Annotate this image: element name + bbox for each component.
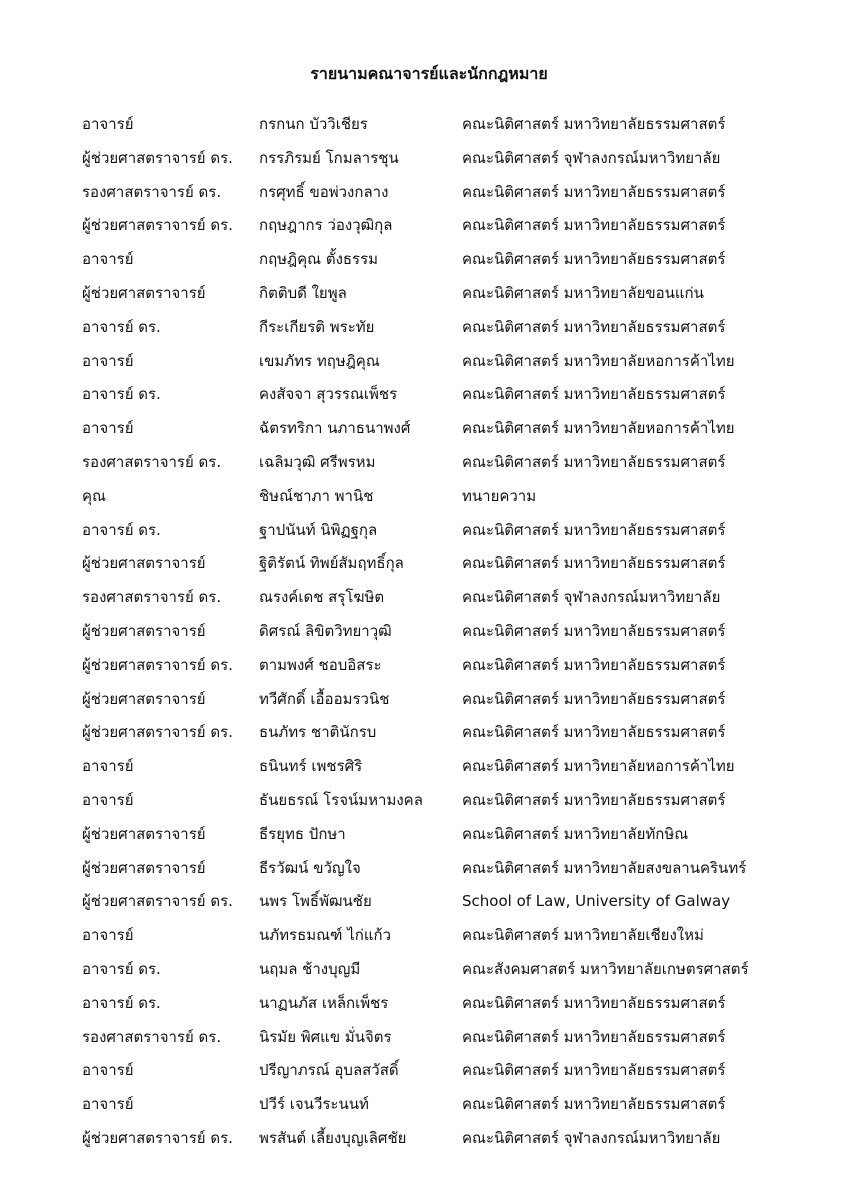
person-name: ธนภัทร ชาตินักรบ <box>259 723 377 742</box>
academic-title: อาจารย์ <box>82 1061 134 1080</box>
person-name: กรศุทธิ์ ขอพ่วงกลาง <box>259 182 389 201</box>
academic-title: อาจารย์ ดร. <box>82 520 161 539</box>
list-item <box>0 1054 858 1088</box>
affiliation: คณะนิติศาสตร์ มหาวิทยาลัยธรรมศาสตร์ <box>462 993 726 1012</box>
affiliation: คณะนิติศาสตร์ มหาวิทยาลัยธรรมศาสตร์ <box>462 554 726 573</box>
academic-title: รองศาสตราจารย์ ดร. <box>82 588 222 607</box>
list-item <box>0 615 858 649</box>
list-item <box>0 750 858 784</box>
academic-title: รองศาสตราจารย์ ดร. <box>82 1027 222 1046</box>
affiliation: คณะนิติศาสตร์ มหาวิทยาลัยธรรมศาสตร์ <box>462 723 726 742</box>
list-item <box>0 581 858 615</box>
academic-title: รองศาสตราจารย์ ดร. <box>82 182 222 201</box>
affiliation: คณะนิติศาสตร์ มหาวิทยาลัยธรรมศาสตร์ <box>462 790 726 809</box>
affiliation: คณะนิติศาสตร์ มหาวิทยาลัยเชียงใหม่ <box>462 926 704 945</box>
list-item <box>0 176 858 210</box>
person-name: ฐิติรัตน์ ทิพย์สัมฤทธิ์กุล <box>259 554 404 573</box>
list-item <box>0 1088 858 1122</box>
person-name: ธันยธรณ์ โรจน์มหามงคล <box>259 790 423 809</box>
list-item <box>0 683 858 717</box>
person-name: ปรีญาภรณ์ อุบลสวัสดิ์ <box>259 1061 399 1080</box>
academic-title: อาจารย์ ดร. <box>82 959 161 978</box>
affiliation: คณะนิติศาสตร์ จุฬาลงกรณ์มหาวิทยาลัย <box>462 588 721 607</box>
faculty-list <box>0 108 858 1156</box>
affiliation: คณะนิติศาสตร์ มหาวิทยาลัยทักษิณ <box>462 824 689 843</box>
list-item <box>0 649 858 683</box>
person-name: ณรงค์เดช สรุโฆษิต <box>259 588 385 607</box>
academic-title: ผู้ช่วยศาสตราจารย์ ดร. <box>82 216 233 235</box>
academic-title: อาจารย์ <box>82 757 134 776</box>
affiliation: School of Law, University of Galway <box>462 892 731 911</box>
list-item <box>0 547 858 581</box>
affiliation: คณะนิติศาสตร์ มหาวิทยาลัยหอการค้าไทย <box>462 419 735 438</box>
person-name: นพร โพธิ์พัฒนชัย <box>259 892 372 911</box>
academic-title: อาจารย์ <box>82 351 134 370</box>
person-name: ดิศรณ์ ลิขิตวิทยาวุฒิ <box>259 621 392 640</box>
academic-title: อาจารย์ <box>82 1095 134 1114</box>
person-name: นาฏนภัส เหล็กเพ็ชร <box>259 993 389 1012</box>
affiliation: คณะนิติศาสตร์ มหาวิทยาลัยธรรมศาสตร์ <box>462 317 726 336</box>
affiliation: คณะนิติศาสตร์ จุฬาลงกรณ์มหาวิทยาลัย <box>462 148 721 167</box>
affiliation: คณะนิติศาสตร์ มหาวิทยาลัยธรรมศาสตร์ <box>462 621 726 640</box>
person-name: กฤษฎากร ว่องวุฒิกุล <box>259 216 393 235</box>
person-name: นภัทรธมณฑ์ ไก่แก้ว <box>259 926 392 945</box>
person-name: ทวีศักดิ์ เอื้ออมรวนิช <box>259 689 390 708</box>
academic-title: คุณ <box>82 486 106 505</box>
person-name: กีระเกียรติ พระทัย <box>259 317 375 336</box>
affiliation: คณะนิติศาสตร์ มหาวิทยาลัยหอการค้าไทย <box>462 757 735 776</box>
person-name: นฤมล ช้างบุญมี <box>259 959 361 978</box>
affiliation: คณะนิติศาสตร์ จุฬาลงกรณ์มหาวิทยาลัย <box>462 1128 721 1147</box>
person-name: เฉลิมวุฒิ ศรีพรหม <box>259 452 376 471</box>
affiliation: คณะนิติศาสตร์ มหาวิทยาลัยธรรมศาสตร์ <box>462 182 726 201</box>
list-item <box>0 311 858 345</box>
academic-title: อาจารย์ ดร. <box>82 993 161 1012</box>
list-item <box>0 716 858 750</box>
person-name: กรรภิรมย์ โกมลารชุน <box>259 148 399 167</box>
affiliation: คณะนิติศาสตร์ มหาวิทยาลัยธรรมศาสตร์ <box>462 1095 726 1114</box>
academic-title: อาจารย์ <box>82 419 134 438</box>
affiliation: คณะนิติศาสตร์ มหาวิทยาลัยธรรมศาสตร์ <box>462 452 726 471</box>
affiliation: คณะนิติศาสตร์ มหาวิทยาลัยธรรมศาสตร์ <box>462 655 726 674</box>
academic-title: ผู้ช่วยศาสตราจารย์ ดร. <box>82 148 233 167</box>
list-item <box>0 480 858 514</box>
list-item <box>0 142 858 176</box>
person-name: พรสันต์ เลี้ยงบุญเลิศชัย <box>259 1128 407 1147</box>
academic-title: ผู้ช่วยศาสตราจารย์ ดร. <box>82 1128 233 1147</box>
academic-title: อาจารย์ ดร. <box>82 317 161 336</box>
person-name: เขมภัทร ทฤษฎิคุณ <box>259 351 380 370</box>
academic-title: ผู้ช่วยศาสตราจารย์ <box>82 858 206 877</box>
affiliation: ทนายความ <box>462 486 537 505</box>
list-item <box>0 277 858 311</box>
list-item <box>0 446 858 480</box>
list-item <box>0 514 858 548</box>
list-item <box>0 852 858 886</box>
affiliation: คณะนิติศาสตร์ มหาวิทยาลัยธรรมศาสตร์ <box>462 216 726 235</box>
list-item <box>0 919 858 953</box>
list-item <box>0 108 858 142</box>
affiliation: คณะนิติศาสตร์ มหาวิทยาลัยหอการค้าไทย <box>462 351 735 370</box>
academic-title: ผู้ช่วยศาสตราจารย์ <box>82 689 206 708</box>
academic-title: ผู้ช่วยศาสตราจารย์ ดร. <box>82 723 233 742</box>
person-name: ธีรยุทธ ปักษา <box>259 824 346 843</box>
list-item <box>0 345 858 379</box>
list-item <box>0 987 858 1021</box>
affiliation: คณะนิติศาสตร์ มหาวิทยาลัยธรรมศาสตร์ <box>462 115 726 133</box>
person-name: กฤษฎิคุณ ตั้งธรรม <box>259 250 379 269</box>
person-name: ฐาปนันท์ นิพิฏฐกุล <box>259 520 378 539</box>
person-name: กรกนก บัววิเชียร <box>259 115 368 133</box>
academic-title: รองศาสตราจารย์ ดร. <box>82 452 222 471</box>
affiliation: คณะนิติศาสตร์ มหาวิทยาลัยสงขลานครินทร์ <box>462 858 747 877</box>
list-item <box>0 378 858 412</box>
list-item <box>0 784 858 818</box>
academic-title: ผู้ช่วยศาสตราจารย์ <box>82 554 206 573</box>
list-item <box>0 953 858 987</box>
academic-title: อาจารย์ <box>82 790 134 809</box>
list-item <box>0 1122 858 1156</box>
person-name: ตามพงศ์ ชอบอิสระ <box>259 655 382 674</box>
person-name: ชิษณ์ชาภา พานิช <box>259 486 374 505</box>
person-name: ธนินทร์ เพชรศิริ <box>259 757 363 776</box>
person-name: กิตติบดี ใยพูล <box>259 283 347 302</box>
academic-title: อาจารย์ ดร. <box>82 385 161 404</box>
academic-title: อาจารย์ <box>82 115 134 133</box>
affiliation: คณะนิติศาสตร์ มหาวิทยาลัยขอนแก่น <box>462 283 704 302</box>
academic-title: อาจารย์ <box>82 926 134 945</box>
person-name: ปวีร์ เจนวีระนนท์ <box>259 1095 369 1114</box>
academic-title: ผู้ช่วยศาสตราจารย์ <box>82 621 206 640</box>
person-name: นิรมัย พิศแข มั่นจิตร <box>259 1027 392 1046</box>
document-title: รายนามคณาจารย์และนักกฎหมาย <box>310 64 548 83</box>
affiliation: คณะนิติศาสตร์ มหาวิทยาลัยธรรมศาสตร์ <box>462 520 726 539</box>
person-name: ฉัตรทริกา นภาธนาพงศ์ <box>259 419 411 438</box>
list-item <box>0 1021 858 1055</box>
academic-title: อาจารย์ <box>82 250 134 269</box>
academic-title: ผู้ช่วยศาสตราจารย์ <box>82 824 206 843</box>
affiliation: คณะนิติศาสตร์ มหาวิทยาลัยธรรมศาสตร์ <box>462 1027 726 1046</box>
affiliation: คณะนิติศาสตร์ มหาวิทยาลัยธรรมศาสตร์ <box>462 250 726 269</box>
list-item <box>0 885 858 919</box>
academic-title: ผู้ช่วยศาสตราจารย์ ดร. <box>82 655 233 674</box>
list-item <box>0 243 858 277</box>
affiliation: คณะนิติศาสตร์ มหาวิทยาลัยธรรมศาสตร์ <box>462 1061 726 1080</box>
affiliation: คณะสังคมศาสตร์ มหาวิทยาลัยเกษตรศาสตร์ <box>462 959 749 978</box>
list-item <box>0 412 858 446</box>
list-item <box>0 818 858 852</box>
list-item <box>0 209 858 243</box>
person-name: คงสัจจา สุวรรณเพ็ชร <box>259 385 398 404</box>
academic-title: ผู้ช่วยศาสตราจารย์ ดร. <box>82 892 233 911</box>
academic-title: ผู้ช่วยศาสตราจารย์ <box>82 283 206 302</box>
affiliation: คณะนิติศาสตร์ มหาวิทยาลัยธรรมศาสตร์ <box>462 689 726 708</box>
affiliation: คณะนิติศาสตร์ มหาวิทยาลัยธรรมศาสตร์ <box>462 385 726 404</box>
person-name: ธีรวัฒน์ ขวัญใจ <box>259 858 361 877</box>
